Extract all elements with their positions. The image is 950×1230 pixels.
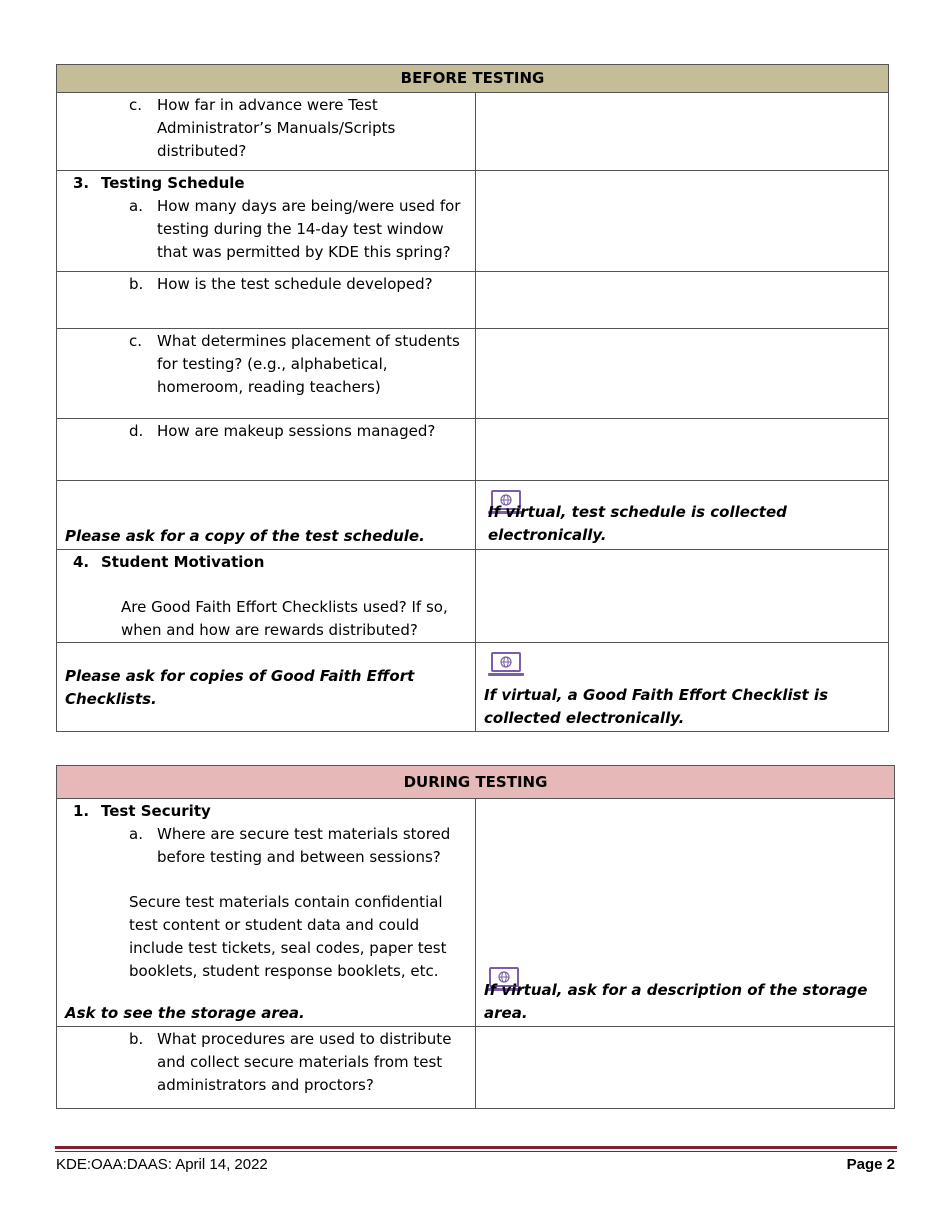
question-marker: b.: [129, 1030, 144, 1048]
section-marker: 4.: [73, 553, 90, 571]
virtual-checklist-note: If virtual, a Good Faith Effort Checklist is collected electronically.: [484, 686, 828, 727]
footer-rule: [55, 1146, 897, 1149]
before-testing-header: [57, 65, 889, 93]
laptop-globe-icon: [476, 643, 888, 681]
question-marker: d.: [129, 422, 144, 440]
question-cell: [57, 550, 476, 643]
answer-cell[interactable]: [476, 1027, 895, 1109]
question-marker: a.: [129, 825, 143, 843]
section-title: Testing Schedule: [101, 174, 245, 192]
during-testing-header: [57, 766, 895, 799]
section-marker: 3.: [73, 174, 90, 192]
answer-cell[interactable]: [476, 329, 889, 419]
secure-materials-note: Secure test materials contain confidential test content or student data and could include test tickets, seal codes, paper test booklets, student response booklets, etc.: [129, 893, 447, 980]
question-cell: [57, 171, 476, 272]
section-title: Test Security: [101, 802, 211, 820]
during-testing-table: [56, 765, 895, 1109]
question-text: Are Good Faith Effort Checklists used? If so, when and how are rewards distributed?: [121, 598, 448, 639]
page-number: Page 2: [846, 1156, 895, 1173]
request-cell: [57, 481, 476, 550]
before-testing-table: [56, 64, 889, 732]
ask-storage-note: Ask to see the storage area.: [65, 1004, 305, 1022]
answer-cell[interactable]: [476, 419, 889, 481]
footer-rule-thin: [55, 1151, 897, 1152]
question-cell: [57, 329, 476, 419]
footer-doc-id: KDE:OAA:DAAS: April 14, 2022: [56, 1156, 268, 1173]
question-cell: [57, 272, 476, 329]
question-marker: a.: [129, 197, 143, 215]
question-cell: [57, 93, 476, 171]
question-text: What determines placement of students for testing? (e.g., alphabetical, homeroom, reading teachers): [157, 332, 460, 396]
virtual-note-cell: [476, 481, 889, 550]
ask-schedule-note: Please ask for a copy of the test schedule.: [65, 527, 425, 545]
question-cell: [57, 799, 476, 1027]
question-text: What procedures are used to distribute and collect secure materials from test administrators and proctors?: [157, 1030, 452, 1094]
answer-cell[interactable]: [476, 272, 889, 329]
answer-cell[interactable]: [476, 550, 889, 643]
answer-cell[interactable]: [476, 93, 889, 171]
question-cell: [57, 419, 476, 481]
virtual-storage-note: If virtual, ask for a description of the storage area.: [484, 981, 868, 1022]
virtual-schedule-note: If virtual, test schedule is collected electronically.: [488, 503, 787, 544]
before-testing-title: BEFORE TESTING: [400, 69, 545, 87]
question-text: How is the test schedule developed?: [157, 275, 433, 293]
virtual-note-cell: [476, 643, 889, 732]
question-text: Where are secure test materials stored before testing and between sessions?: [157, 825, 451, 866]
question-cell: [57, 1027, 476, 1109]
question-text: How many days are being/were used for testing during the 14-day test window that was permitted by KDE this spring?: [157, 197, 461, 261]
answer-cell[interactable]: [476, 171, 889, 272]
question-marker: c.: [129, 332, 143, 350]
virtual-note-cell: [476, 799, 895, 1027]
ask-checklists-note: Please ask for copies of Good Faith Effort Checklists.: [65, 667, 415, 708]
question-text: How are makeup sessions managed?: [157, 422, 436, 440]
request-cell: [57, 643, 476, 732]
section-marker: 1.: [73, 802, 90, 820]
section-title: Student Motivation: [101, 553, 265, 571]
question-text: How far in advance were Test Administrator’s Manuals/Scripts distributed?: [157, 96, 396, 160]
question-marker: b.: [129, 275, 144, 293]
question-marker: c.: [129, 96, 143, 114]
during-testing-title: DURING TESTING: [403, 772, 548, 791]
